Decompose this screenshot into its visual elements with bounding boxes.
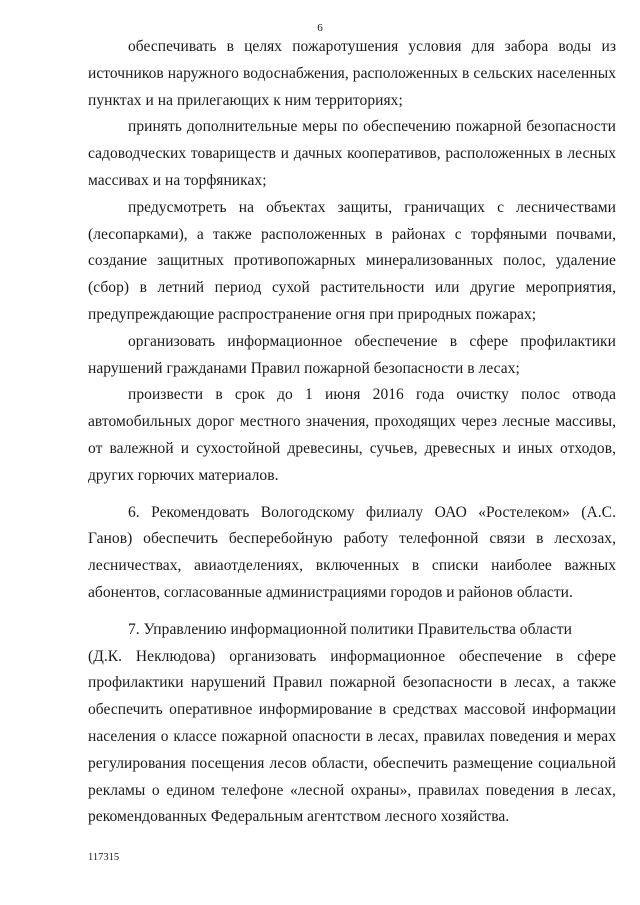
page-number: 6 — [317, 22, 323, 34]
document-body — [88, 34, 616, 831]
paragraph-road-clearing: произвести в срок до 1 июня 2016 года очистку полос отвода автомобильных дорог местного значения, проходящих через лесные массивы, от валежной и сухостойной древесины, сучьев, древесных и иных отходов, других горючих материалов. — [88, 386, 616, 484]
paragraph-item-7-heading: 7. Управлению информационной политики Правительства области — [128, 620, 572, 638]
paragraph-firebreaks: предусмотреть на объектах защиты, граничащих с лесничествами (лесопарками), а также расположенных в районах с торфяными почвами, создание защитных противопожарных минерализованных полос, удаление (сбор) в летний период сухой растительности или другие мероприятия, предупреждающие распространение огня при природных пожарах; — [88, 198, 616, 323]
document-code: 117315 — [88, 852, 120, 863]
paragraph-item-6: 6. Рекомендовать Вологодскому филиалу ОАО «Ростелеком» (А.С. Ганов) обеспечить бесперебойную работу телефонной связи в лесхозах, лесничествах, авиаотделениях, включенных в списки наиболее важных абонентов, согласованные администрациями городов и районов области. — [88, 503, 616, 601]
paragraph-item-7-body: (Д.К. Неклюдова) организовать информационное обеспечение в сфере профилактики нарушений Правил пожарной безопасности в лесах, а также обеспечить оперативное информирование в средствах массовой информации населения о классе пожарной опасности в лесах, правилах поведения и мерах регулирования посещения лесов области, обеспечить размещение социальной рекламы о едином телефоне «лесной охраны», правилах поведения в лесах, рекомендованных Федеральным агентством лесного хозяйства. — [88, 647, 616, 826]
paragraph-information-support: организовать информационное обеспечение в сфере профилактики нарушений гражданами Правил пожарной безопасности в лесах; — [88, 332, 616, 377]
paragraph-water-supply: обеспечивать в целях пожаротушения условия для забора воды из источников наружного водоснабжения, расположенных в сельских населенных пунктах и на прилегающих к ним территориях; — [88, 38, 616, 109]
paragraph-garden-societies: принять дополнительные меры по обеспечению пожарной безопасности садоводческих товариществ и дачных кооперативов, расположенных в лесных массивах и на торфяниках; — [88, 118, 616, 189]
